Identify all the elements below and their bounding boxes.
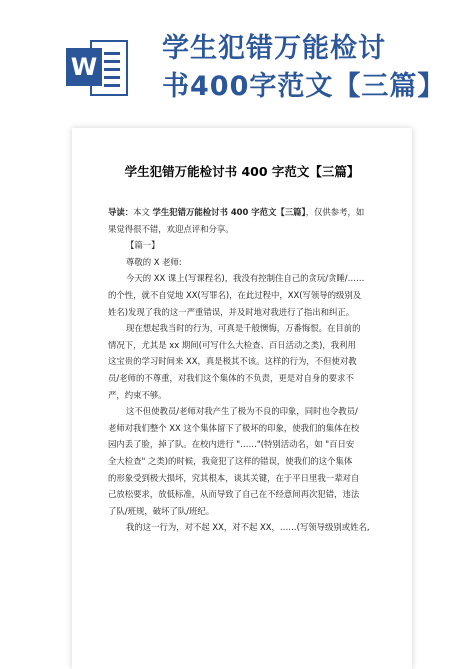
body-line: 情况下，尤其是 xx 期间(可写什么大检查、百日活动之类)，我利用 (108, 339, 356, 350)
body-line: 这宝贵的学习时间来 XX，真是极其不该。这样的行为，不但使对教 (108, 356, 357, 367)
body-line: 园内丢了脸，掉了队。在校内进行 "……"(特别活动名，如 "百日安 (108, 439, 355, 450)
document-page (72, 128, 412, 669)
body-line: 姓名)发现了我的这一严重错误，并及时地对我进行了指出和纠正。 (108, 306, 355, 317)
body-line: 老师对我们整个 XX 这个集体留下了极坏的印象，使我们的集体在校 (108, 422, 360, 433)
body-line: 员/老师的不尊重，对我们这个集体的不负责，更是对自身的要求不 (108, 372, 354, 383)
body-line: 今天的 XX 课上(写课程名)，我没有控制住自己的贪玩/贪睡/…… (126, 273, 365, 284)
intro-text-a: 本文 (133, 207, 153, 217)
word-document-icon (66, 38, 130, 98)
intro-label: 导读： (108, 207, 134, 217)
body-line: 的个性，就不自觉地 XX(写罪名)，在此过程中，XX(写领导的级别及 (108, 289, 362, 300)
body-line: 的形象受到极大损坏，究其根本，谈其关键，在于平日里我一辈对自 (108, 472, 360, 483)
body-line: 全大检查" 之类)的时候，我竟犯了这样的错误，使我们的这个集体 (108, 455, 353, 466)
body-line: 己放松要求，放低标准，从而导致了自己在不经意间再次犯错，违法 (108, 489, 360, 500)
body-line: 现在想起我当时的行为，可真是千般懊悔，万番悔恨。在目前的 (126, 323, 361, 334)
section-label: 【篇一】 (126, 240, 160, 251)
intro-line-2: 果觉得很不错，欢迎点评和分享。 (108, 223, 234, 234)
body-line: 这不但使教员/老师对我产生了极为不良的印象，同时也令教员/ (126, 406, 358, 417)
intro-paragraph (108, 204, 384, 221)
intro-text-b: ，仅供参考，如 (305, 207, 365, 217)
banner-title-line-2: 书400字范文【三篇】 (162, 71, 446, 102)
document-body (108, 204, 384, 536)
banner-title-line-1: 学生犯错万能检讨 (162, 33, 386, 64)
word-w-badge: W (66, 48, 102, 86)
body-line: 了队/班规，破坏了队/班纪。 (108, 505, 215, 516)
body-line: 我的这一行为，对不起 XX，对不起 XX，……(写领导级别或姓名, (126, 522, 370, 533)
greeting: 尊敬的 X 老师: (126, 256, 182, 267)
body-line: 严，约束不够。 (108, 389, 167, 400)
intro-bold-title: 学生犯错万能检讨书 400 字范文【三篇】 (152, 207, 306, 217)
banner (0, 0, 474, 120)
document-title: 学生犯错万能检讨书 400 字范文【三篇】 (124, 164, 360, 179)
